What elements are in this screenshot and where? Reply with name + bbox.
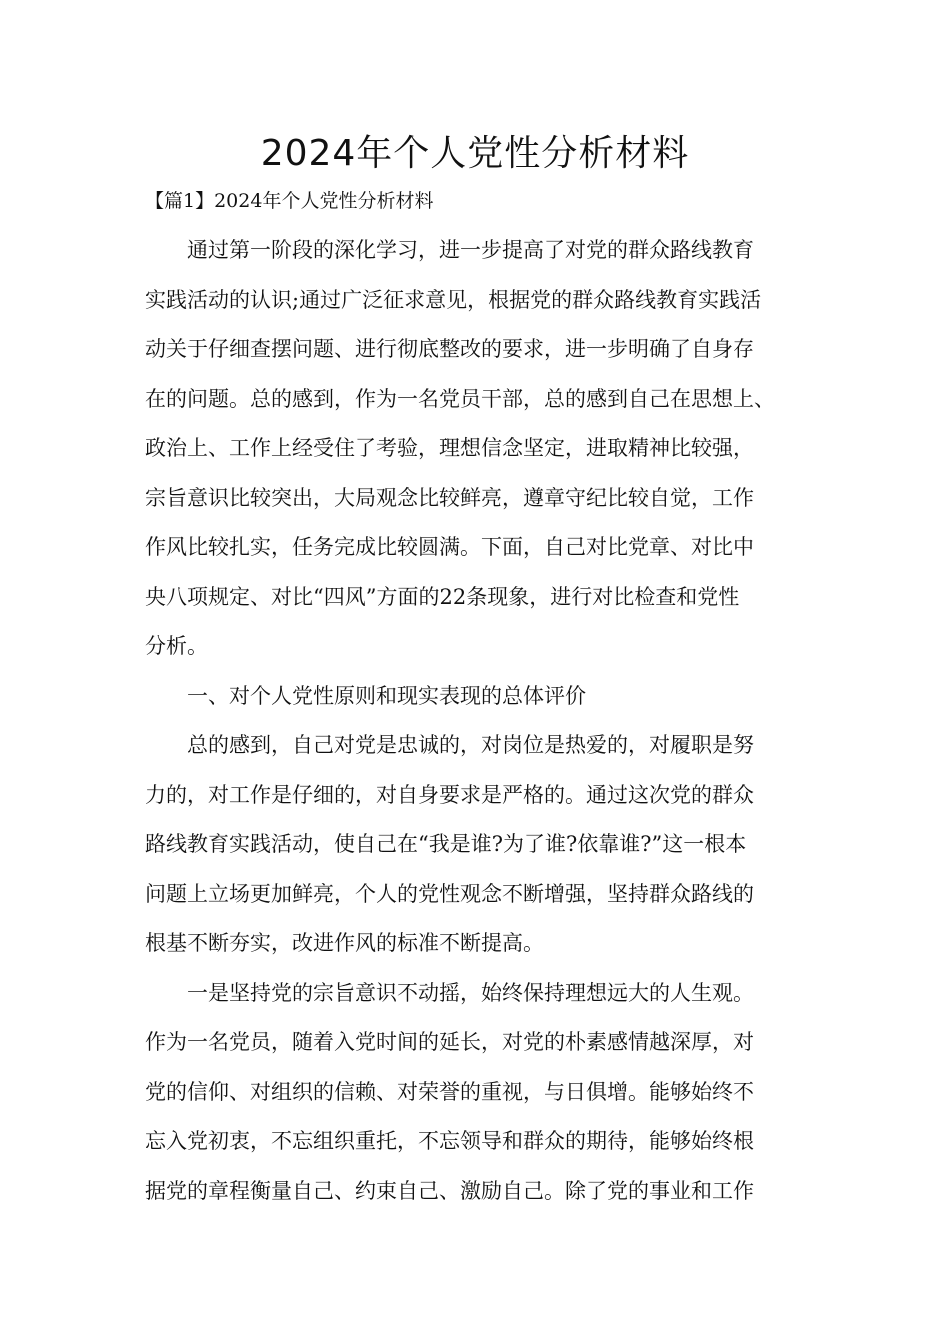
text-line: 通过第一阶段的深化学习，进一步提高了对党的群众路线教育 xyxy=(145,238,754,262)
text-line: 路线教育实践活动，使自己在“我是谁?为了谁?依靠谁?”这一根本 xyxy=(145,832,747,856)
text-line: 忘入党初衷，不忘组织重托，不忘领导和群众的期待，能够始终根 xyxy=(145,1129,754,1153)
body-text xyxy=(145,233,807,1223)
text-line: 据党的章程衡量自己、约束自己、激励自己。除了党的事业和工作 xyxy=(145,1178,754,1203)
text-line: 在的问题。总的感到，作为一名党员干部，总的感到自己在思想上、 xyxy=(145,386,775,411)
text-line: 央八项规定、对比“四风”方面的22条现象，进行对比检查和党性 xyxy=(145,584,740,609)
text-line: 作为一名党员，随着入党时间的延长，对党的朴素感情越深厚，对 xyxy=(145,1030,754,1054)
text-line: 实践活动的认识;通过广泛征求意见，根据党的群众路线教育实践活 xyxy=(145,287,762,312)
text-line: 分析。 xyxy=(145,634,208,658)
text-line: 党的信仰、对组织的信赖、对荣誉的重视，与日俱增。能够始终不 xyxy=(145,1079,754,1104)
text-line: 问题上立场更加鲜亮，个人的党性观念不断增强，坚持群众路线的 xyxy=(145,881,754,906)
text-line: 宗旨意识比较突出，大局观念比较鲜亮，遵章守纪比较自觉，工作 xyxy=(145,485,754,510)
section-heading: 【篇1】2024年个人党性分析材料 xyxy=(145,190,434,212)
text-line: 政治上、工作上经受住了考验，理想信念坚定，进取精神比较强， xyxy=(145,436,754,460)
document-title: 2024年个人党性分析材料 xyxy=(260,133,690,174)
subsection-heading: 一、对个人党性原则和现实表现的总体评价 xyxy=(145,683,586,708)
text-line: 动关于仔细查摆问题、进行彻底整改的要求，进一步明确了自身存 xyxy=(145,337,754,361)
text-line: 根基不断夯实，改进作风的标准不断提高。 xyxy=(145,931,544,955)
text-line: 作风比较扎实，任务完成比较圆满。下面，自己对比党章、对比中 xyxy=(145,535,754,559)
text-line: 一是坚持党的宗旨意识不动摇，始终保持理想远大的人生观。 xyxy=(145,980,754,1005)
text-line: 总的感到，自己对党是忠诚的，对岗位是热爱的，对履职是努 xyxy=(145,733,754,757)
text-line: 力的，对工作是仔细的，对自身要求是严格的。通过这次党的群众 xyxy=(145,782,754,807)
